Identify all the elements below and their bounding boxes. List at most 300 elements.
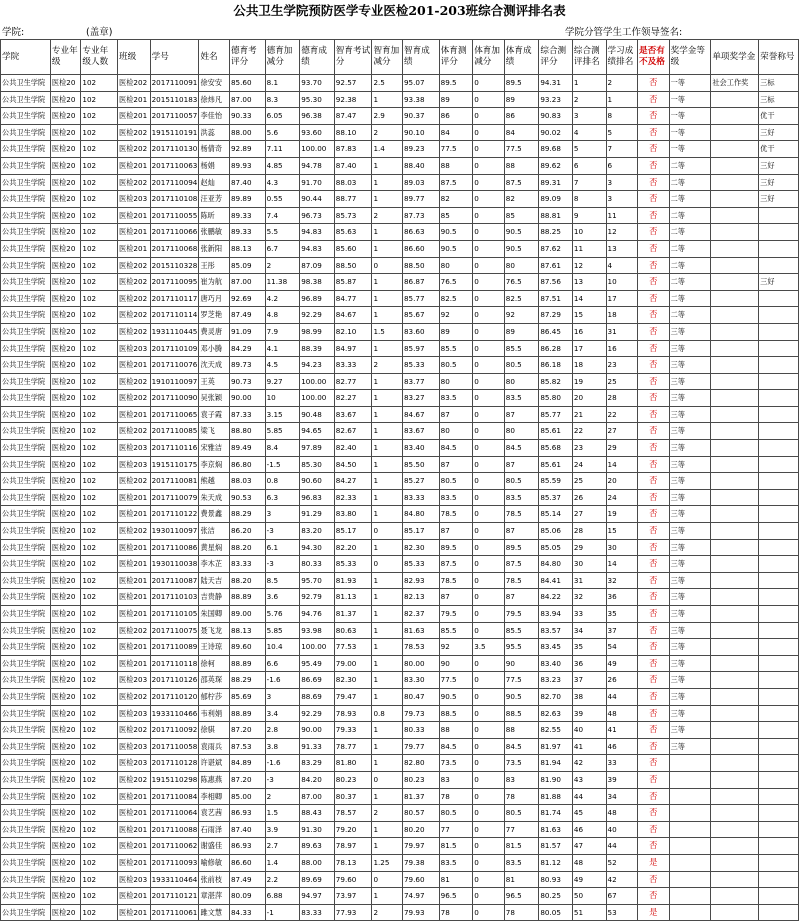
- table-cell: 92.29: [300, 705, 335, 722]
- table-cell: [711, 888, 759, 905]
- table-cell: 否: [638, 556, 670, 573]
- table-cell: 否: [638, 771, 670, 788]
- table-cell: 97.89: [300, 440, 335, 457]
- table-cell: 医检20: [50, 506, 81, 523]
- table-cell: 88.40: [402, 157, 439, 174]
- table-cell: 77.5: [504, 672, 539, 689]
- table-cell: 77.93: [334, 904, 372, 921]
- table-cell: 92.89: [229, 141, 265, 158]
- table-cell: 24: [572, 456, 606, 473]
- table-cell: 82.93: [402, 572, 439, 589]
- table-cell: 53: [606, 904, 638, 921]
- table-cell: 医检20: [50, 539, 81, 556]
- table-cell: [711, 473, 759, 490]
- table-cell: 三等: [669, 390, 711, 407]
- table-cell: 81: [439, 871, 473, 888]
- table-cell: 102: [81, 655, 118, 672]
- column-header: 智育考试分: [334, 40, 372, 75]
- table-cell: [711, 257, 759, 274]
- table-row: [1, 655, 799, 672]
- table-cell: 医检201: [118, 108, 151, 125]
- table-cell: 87.40: [229, 821, 265, 838]
- table-cell: [711, 821, 759, 838]
- table-cell: 医检20: [50, 722, 81, 739]
- table-cell: 87.5: [504, 174, 539, 191]
- table-cell: 否: [638, 373, 670, 390]
- table-cell: 83.94: [539, 606, 573, 623]
- table-cell: 2: [372, 805, 403, 822]
- column-header: 单项奖学金: [711, 40, 759, 75]
- table-cell: 85.17: [334, 523, 372, 540]
- table-cell: 医检20: [50, 838, 81, 855]
- table-cell: 谢盛佳: [199, 838, 230, 855]
- table-cell: 2.2: [265, 871, 300, 888]
- table-row: [1, 323, 799, 340]
- table-cell: 否: [638, 539, 670, 556]
- table-cell: 82.37: [402, 606, 439, 623]
- table-cell: 三等: [669, 655, 711, 672]
- table-cell: 78.5: [439, 506, 473, 523]
- table-cell: 94.76: [300, 606, 335, 623]
- table-cell: 96.83: [300, 489, 335, 506]
- table-cell: 2017110088: [150, 821, 199, 838]
- table-cell: 78.57: [334, 805, 372, 822]
- table-cell: 85.06: [539, 523, 573, 540]
- table-cell: [711, 340, 759, 357]
- table-cell: 91.29: [300, 506, 335, 523]
- table-cell: 医检203: [118, 340, 151, 357]
- table-cell: 二等: [669, 224, 711, 241]
- table-cell: 医检20: [50, 290, 81, 307]
- table-cell: 0: [473, 423, 505, 440]
- table-cell: 89.5: [504, 539, 539, 556]
- table-cell: 否: [638, 207, 670, 224]
- table-cell: 102: [81, 440, 118, 457]
- table-cell: 2017110122: [150, 506, 199, 523]
- table-cell: 三等: [669, 489, 711, 506]
- table-cell: 1: [372, 788, 403, 805]
- table-cell: 85.33: [402, 556, 439, 573]
- table-cell: 3.15: [265, 406, 300, 423]
- table-cell: 医检20: [50, 91, 81, 108]
- table-cell: 一等: [669, 91, 711, 108]
- table-cell: 公共卫生学院: [1, 456, 51, 473]
- table-cell: 73.97: [334, 888, 372, 905]
- table-cell: 92.29: [300, 307, 335, 324]
- table-cell: 78: [439, 904, 473, 921]
- table-cell: 102: [81, 838, 118, 855]
- table-cell: 102: [81, 357, 118, 374]
- table-cell: [711, 191, 759, 208]
- table-cell: 1: [372, 473, 403, 490]
- table-cell: 医检202: [118, 622, 151, 639]
- table-cell: 80: [504, 257, 539, 274]
- table-cell: 102: [81, 207, 118, 224]
- table-cell: 0: [473, 456, 505, 473]
- table-cell: 三好: [759, 191, 799, 208]
- table-cell: 否: [638, 340, 670, 357]
- table-cell: 三好: [759, 274, 799, 291]
- table-cell: 18: [572, 357, 606, 374]
- table-cell: 公共卫生学院: [1, 688, 51, 705]
- table-cell: 83.67: [334, 406, 372, 423]
- table-cell: 83.5: [504, 390, 539, 407]
- table-cell: 102: [81, 108, 118, 125]
- table-cell: 公共卫生学院: [1, 274, 51, 291]
- table-cell: 96.5: [504, 888, 539, 905]
- table-cell: 85.5: [439, 622, 473, 639]
- table-cell: 1930110097: [150, 523, 199, 540]
- table-cell: 1: [372, 423, 403, 440]
- table-cell: 102: [81, 157, 118, 174]
- leader-signature-label: 学院分管学生工作领导签名:: [565, 27, 683, 38]
- table-cell: 2.8: [265, 722, 300, 739]
- table-cell: 102: [81, 224, 118, 241]
- table-cell: 83.5: [439, 854, 473, 871]
- table-cell: -1.6: [265, 755, 300, 772]
- table-cell: 10: [606, 274, 638, 291]
- table-cell: 93.23: [539, 91, 573, 108]
- table-cell: 公共卫生学院: [1, 523, 51, 540]
- table-cell: 医检20: [50, 357, 81, 374]
- column-header: 智育加减分: [372, 40, 403, 75]
- table-cell: 96.5: [439, 888, 473, 905]
- table-cell: 1: [372, 821, 403, 838]
- table-cell: 93.60: [300, 124, 335, 141]
- table-cell: 102: [81, 572, 118, 589]
- table-cell: 医检201: [118, 821, 151, 838]
- table-cell: [759, 307, 799, 324]
- table-cell: 1: [372, 589, 403, 606]
- table-cell: 1.4: [265, 854, 300, 871]
- table-cell: 89: [439, 323, 473, 340]
- table-cell: 83.5: [439, 390, 473, 407]
- table-cell: 5.76: [265, 606, 300, 623]
- table-cell: 2017110117: [150, 290, 199, 307]
- table-cell: 77.53: [334, 639, 372, 656]
- table-cell: 94.30: [300, 539, 335, 556]
- table-cell: 1: [606, 91, 638, 108]
- table-cell: 80.25: [539, 888, 573, 905]
- table-cell: 三等: [669, 722, 711, 739]
- table-cell: 三等: [669, 473, 711, 490]
- seal-label: (盖章): [86, 27, 113, 38]
- table-cell: 徐安安: [199, 75, 230, 92]
- table-cell: 79.47: [334, 688, 372, 705]
- table-cell: 2: [572, 91, 606, 108]
- table-cell: 0: [473, 141, 505, 158]
- table-cell: 102: [81, 705, 118, 722]
- table-cell: 医检20: [50, 738, 81, 755]
- table-cell: 82.30: [334, 672, 372, 689]
- table-cell: 1: [372, 157, 403, 174]
- table-cell: 0: [473, 539, 505, 556]
- table-cell: [759, 489, 799, 506]
- table-cell: 1: [372, 340, 403, 357]
- table-cell: 公共卫生学院: [1, 871, 51, 888]
- table-cell: 85.05: [539, 539, 573, 556]
- table-cell: 82.10: [334, 323, 372, 340]
- table-cell: 医检201: [118, 240, 151, 257]
- table-cell: 4.2: [265, 290, 300, 307]
- table-cell: [711, 224, 759, 241]
- table-cell: 17: [572, 340, 606, 357]
- table-cell: 0: [473, 738, 505, 755]
- table-cell: 1: [372, 672, 403, 689]
- table-cell: 否: [638, 108, 670, 125]
- table-cell: 85.61: [539, 423, 573, 440]
- table-cell: 1933110464: [150, 871, 199, 888]
- table-cell: 102: [81, 373, 118, 390]
- table-cell: 公共卫生学院: [1, 722, 51, 739]
- table-cell: 85: [504, 207, 539, 224]
- table-cell: [759, 406, 799, 423]
- table-cell: 邓小腾: [199, 340, 230, 357]
- table-cell: 公共卫生学院: [1, 224, 51, 241]
- table-cell: 78.77: [334, 738, 372, 755]
- table-cell: 80.5: [504, 805, 539, 822]
- table-cell: 81.74: [539, 805, 573, 822]
- table-cell: [759, 805, 799, 822]
- table-cell: 公共卫生学院: [1, 589, 51, 606]
- table-cell: 81.90: [539, 771, 573, 788]
- table-cell: 医检201: [118, 788, 151, 805]
- table-cell: 公共卫生学院: [1, 539, 51, 556]
- table-cell: 1.5: [265, 805, 300, 822]
- table-cell: 83.5: [504, 489, 539, 506]
- table-cell: 12: [572, 257, 606, 274]
- table-cell: 102: [81, 788, 118, 805]
- table-cell: [759, 688, 799, 705]
- table-cell: 1.4: [372, 141, 403, 158]
- table-cell: 38: [572, 688, 606, 705]
- table-cell: 公共卫生学院: [1, 771, 51, 788]
- table-row: [1, 771, 799, 788]
- table-cell: 5.85: [265, 622, 300, 639]
- table-cell: 32: [572, 589, 606, 606]
- table-cell: 42: [606, 871, 638, 888]
- ranking-table: [0, 39, 799, 921]
- table-cell: [759, 440, 799, 457]
- table-cell: 78.5: [504, 572, 539, 589]
- table-cell: 否: [638, 406, 670, 423]
- table-cell: 三等: [669, 589, 711, 606]
- table-cell: 88: [439, 722, 473, 739]
- table-cell: 102: [81, 672, 118, 689]
- table-cell: 否: [638, 240, 670, 257]
- table-cell: 37: [572, 672, 606, 689]
- table-cell: [711, 290, 759, 307]
- table-cell: 医检201: [118, 224, 151, 241]
- table-row: [1, 838, 799, 855]
- table-cell: 公共卫生学院: [1, 307, 51, 324]
- table-cell: 1: [372, 274, 403, 291]
- table-cell: 82.33: [334, 489, 372, 506]
- table-cell: 84.33: [229, 904, 265, 921]
- table-cell: 6.05: [265, 108, 300, 125]
- table-cell: 3.6: [265, 589, 300, 606]
- table-row: [1, 888, 799, 905]
- table-cell: 102: [81, 423, 118, 440]
- table-cell: 89.00: [229, 606, 265, 623]
- table-cell: [759, 523, 799, 540]
- table-cell: [711, 506, 759, 523]
- table-cell: 83: [504, 771, 539, 788]
- table-cell: [711, 124, 759, 141]
- table-cell: 2017110093: [150, 854, 199, 871]
- table-cell: 1910110097: [150, 373, 199, 390]
- table-cell: 公共卫生学院: [1, 738, 51, 755]
- table-row: [1, 805, 799, 822]
- table-cell: 100.00: [300, 390, 335, 407]
- table-cell: [759, 423, 799, 440]
- table-cell: 88.13: [229, 622, 265, 639]
- table-cell: 三等: [669, 456, 711, 473]
- table-cell: 80.63: [334, 622, 372, 639]
- table-row: [1, 406, 799, 423]
- table-cell: 0: [473, 473, 505, 490]
- table-cell: 94.97: [300, 888, 335, 905]
- table-cell: 88.03: [334, 174, 372, 191]
- table-cell: 医检20: [50, 771, 81, 788]
- table-cell: 2017110084: [150, 788, 199, 805]
- table-cell: 2017110114: [150, 307, 199, 324]
- table-cell: 否: [638, 639, 670, 656]
- column-header: 智育成绩: [402, 40, 439, 75]
- table-cell: 93.38: [402, 91, 439, 108]
- table-cell: 87.29: [539, 307, 573, 324]
- table-cell: 83.27: [402, 390, 439, 407]
- table-cell: 84.5: [439, 440, 473, 457]
- table-cell: 0.55: [265, 191, 300, 208]
- column-header: 体育成绩: [504, 40, 539, 75]
- table-cell: 92: [439, 639, 473, 656]
- table-cell: 0: [473, 788, 505, 805]
- table-cell: 90.10: [402, 124, 439, 141]
- table-cell: 公共卫生学院: [1, 174, 51, 191]
- table-cell: 85.60: [334, 240, 372, 257]
- table-cell: 89.09: [539, 191, 573, 208]
- table-cell: 35: [606, 606, 638, 623]
- table-cell: 医检20: [50, 207, 81, 224]
- column-header: 专业年级人数: [81, 40, 118, 75]
- table-cell: 医检20: [50, 639, 81, 656]
- table-cell: 87.62: [539, 240, 573, 257]
- column-header: 荣誉称号: [759, 40, 799, 75]
- table-cell: 94.31: [539, 75, 573, 92]
- table-cell: [669, 838, 711, 855]
- table-cell: 102: [81, 506, 118, 523]
- table-cell: 2017110076: [150, 357, 199, 374]
- table-cell: 83.80: [334, 506, 372, 523]
- table-cell: 2017110116: [150, 440, 199, 457]
- table-cell: 23: [572, 440, 606, 457]
- table-cell: 8: [606, 108, 638, 125]
- table-cell: 0: [473, 257, 505, 274]
- table-cell: 82.77: [334, 373, 372, 390]
- table-cell: 1931110445: [150, 323, 199, 340]
- table-cell: 医检201: [118, 207, 151, 224]
- table-cell: [711, 589, 759, 606]
- table-cell: 医检20: [50, 157, 81, 174]
- table-cell: 1: [372, 738, 403, 755]
- table-cell: 87: [504, 406, 539, 423]
- table-cell: 15: [572, 307, 606, 324]
- column-header: 是否有不及格: [638, 40, 670, 75]
- table-cell: 2017110126: [150, 672, 199, 689]
- table-cell: 1: [372, 655, 403, 672]
- table-cell: 3: [606, 174, 638, 191]
- table-cell: 85.63: [334, 224, 372, 241]
- table-cell: 郁柠莎: [199, 688, 230, 705]
- table-cell: 0: [473, 207, 505, 224]
- table-cell: [711, 373, 759, 390]
- table-cell: 1: [372, 755, 403, 772]
- table-row: [1, 373, 799, 390]
- table-cell: 87.20: [229, 771, 265, 788]
- table-cell: 袁雨兵: [199, 738, 230, 755]
- table-cell: [759, 456, 799, 473]
- table-cell: 公共卫生学院: [1, 672, 51, 689]
- table-cell: 82.55: [539, 722, 573, 739]
- table-cell: 否: [638, 572, 670, 589]
- table-cell: 84: [504, 124, 539, 141]
- table-cell: 91.30: [300, 821, 335, 838]
- table-cell: 公共卫生学院: [1, 207, 51, 224]
- table-cell: 36: [572, 655, 606, 672]
- table-cell: -3: [265, 771, 300, 788]
- table-cell: 84.80: [539, 556, 573, 573]
- table-cell: 医检202: [118, 373, 151, 390]
- table-cell: 73.5: [439, 755, 473, 772]
- table-cell: 83.33: [334, 357, 372, 374]
- table-cell: 47: [572, 838, 606, 855]
- table-cell: 80.57: [402, 805, 439, 822]
- table-cell: 88.89: [229, 589, 265, 606]
- table-cell: [711, 705, 759, 722]
- table-cell: 否: [638, 622, 670, 639]
- table-row: [1, 191, 799, 208]
- table-cell: 84.89: [229, 755, 265, 772]
- table-row: [1, 440, 799, 457]
- table-cell: [711, 788, 759, 805]
- table-cell: 1: [372, 506, 403, 523]
- table-cell: 医检202: [118, 174, 151, 191]
- table-cell: 医检202: [118, 423, 151, 440]
- table-cell: 6: [606, 157, 638, 174]
- table-cell: 83.23: [539, 672, 573, 689]
- table-cell: [759, 473, 799, 490]
- table-cell: 1: [372, 572, 403, 589]
- table-cell: 2017110065: [150, 406, 199, 423]
- table-cell: 78.53: [402, 639, 439, 656]
- table-cell: 89.89: [229, 191, 265, 208]
- table-cell: 2: [265, 788, 300, 805]
- table-cell: 0: [473, 75, 505, 92]
- table-cell: 102: [81, 307, 118, 324]
- table-cell: 82.70: [539, 688, 573, 705]
- table-cell: 2017110064: [150, 805, 199, 822]
- table-cell: 5.6: [265, 124, 300, 141]
- table-cell: 李木芷: [199, 556, 230, 573]
- table-cell: 86.93: [229, 805, 265, 822]
- table-cell: 83.33: [300, 904, 335, 921]
- table-cell: 33: [606, 755, 638, 772]
- table-cell: 90.00: [229, 390, 265, 407]
- table-cell: 0: [372, 523, 403, 540]
- college-label: 学院:: [2, 27, 25, 38]
- table-cell: 89.5: [504, 75, 539, 92]
